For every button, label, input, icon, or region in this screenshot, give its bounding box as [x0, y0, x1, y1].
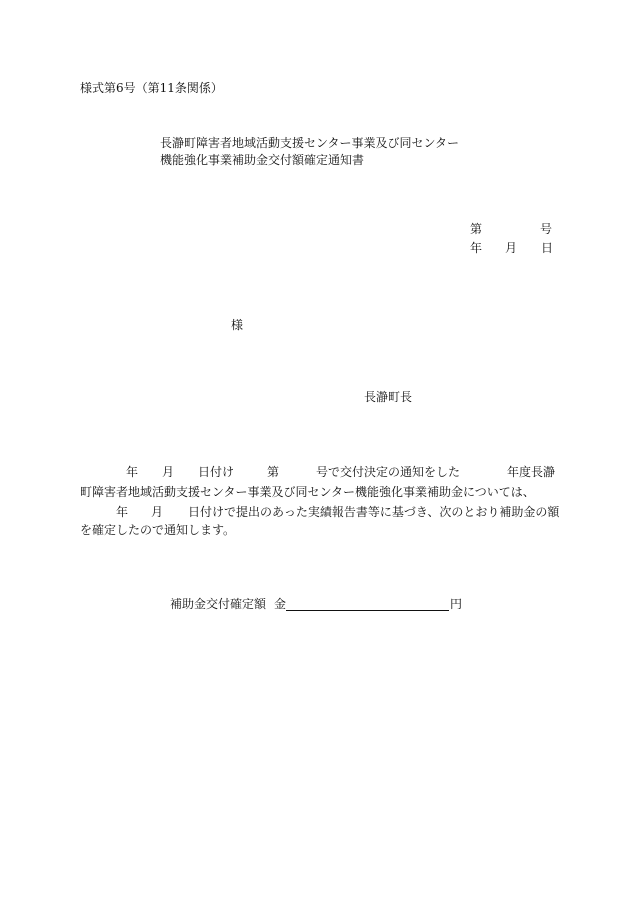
body-fiscal-year: 年度長瀞	[507, 465, 556, 479]
body-number-prefix: 第	[267, 465, 280, 479]
body-report-text: 日付けで提出のあった実績報告書等に基づき、次のとおり補助金の額	[188, 505, 560, 519]
body-closing-text: を確定したので通知します。	[80, 523, 236, 537]
body-month: 月	[162, 465, 175, 479]
amount-label: 補助金交付確定額	[170, 597, 267, 611]
amount-row	[170, 596, 470, 614]
body-year: 年	[126, 465, 139, 479]
body-subsidy-text: 町障害者地域活動支援センター事業及び同センター機能強化事業補助金については、	[80, 485, 535, 499]
document-number-suffix: 号	[540, 222, 553, 236]
body-line-4	[80, 521, 555, 537]
document-title-line-2: 機能強化事業補助金交付額確定通知書	[160, 153, 365, 167]
document-title-line-1: 長瀞町障害者地域活動支援センター事業及び同センター	[160, 136, 460, 150]
body-line-2	[80, 483, 555, 499]
body-report-year: 年	[116, 505, 129, 519]
recipient-honorific: 様	[231, 318, 244, 332]
amount-prefix: 金	[274, 597, 287, 611]
form-number: 様式第6号（第11条関係）	[80, 81, 223, 95]
document-date-year: 年	[470, 241, 483, 255]
amount-blank-line	[286, 610, 449, 611]
body-decision-text: 号で交付決定の通知をした	[316, 465, 461, 479]
document-number-prefix: 第	[470, 222, 483, 236]
body-dated: 日付け	[198, 465, 235, 479]
amount-unit: 円	[450, 597, 463, 611]
body-report-month: 月	[151, 505, 164, 519]
document-number-row	[470, 221, 552, 237]
document-date-row	[470, 240, 552, 256]
body-line-3	[80, 503, 560, 519]
body-line-1	[80, 463, 555, 479]
document-date-day: 日	[541, 241, 554, 255]
issuer-title: 長瀞町長	[364, 390, 413, 404]
document-date-month: 月	[505, 241, 518, 255]
